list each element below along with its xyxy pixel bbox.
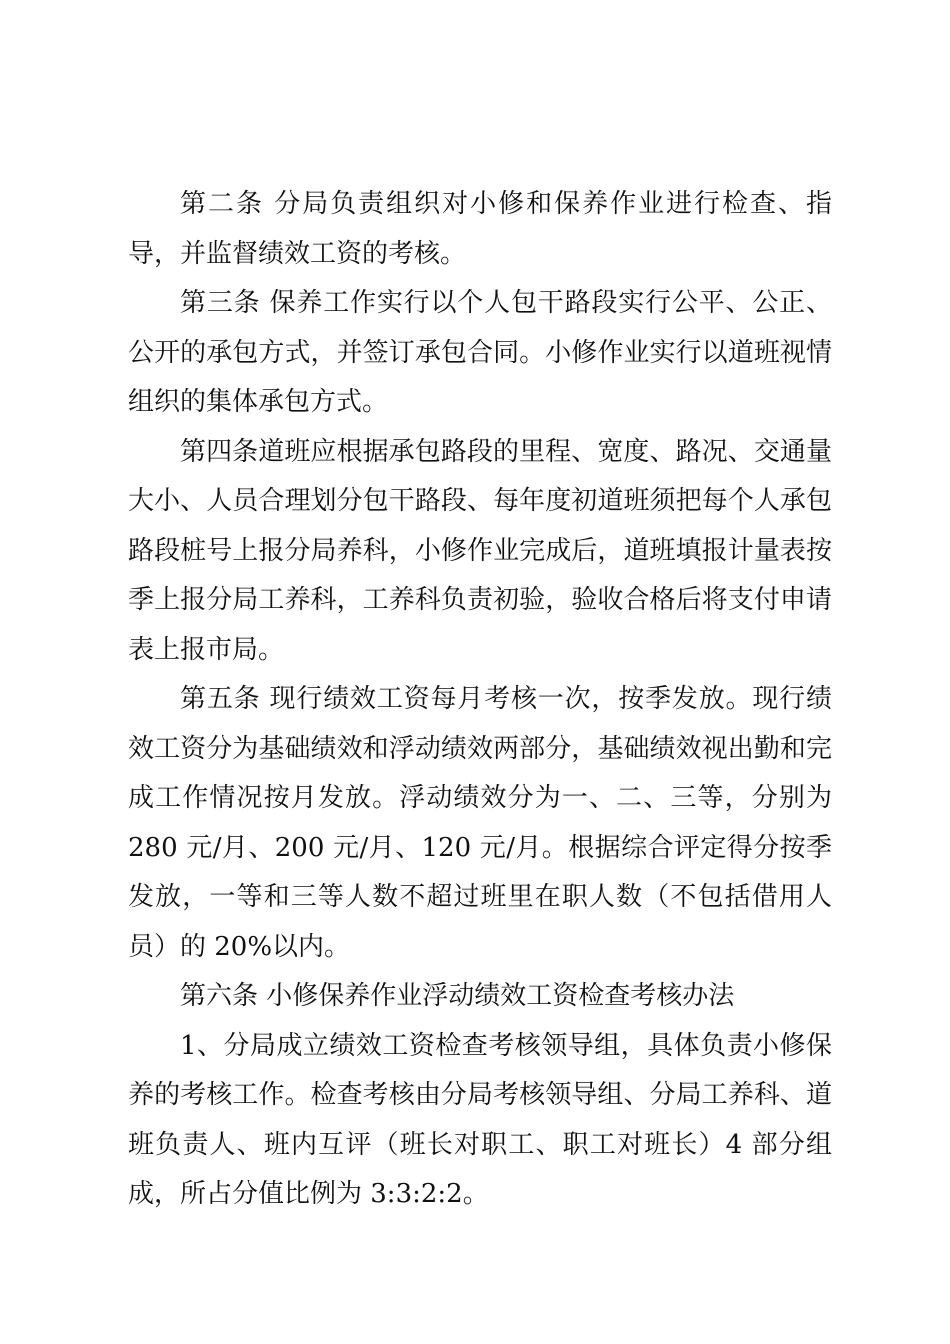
article-6-heading: 第六条 小修保养作业浮动绩效工资检查考核办法 [180,981,735,1011]
article-3-paragraph: 第三条 保养工作实行以个人包干路段实行公平、公正、公开的承包方式，并签订承包合同。小修作业实行以道班视情组织的集体承包方式。 [128,288,832,417]
document-body [128,180,832,1220]
article-6-item-1-paragraph: 1、分局成立绩效工资检查考核领导组，具体负责小修保养的考核工作。检查考核由分局考核领导组、分局工养科、道班负责人、班内互评（班长对职工、职工对班长）4 部分组成，所占分值比例为 3:3:2:2。 [128,1030,832,1209]
article-4-paragraph: 第四条道班应根据承包路段的里程、宽度、路况、交通量大小、人员合理划分包干路段、每年度初道班须把每个人承包路段桩号上报分局养科，小修作业完成后，道班填报计量表按季上报分局工养科，工养科负责初验，验收合格后将支付申请表上报市局。 [128,436,832,665]
article-2-paragraph: 第二条 分局负责组织对小修和保养作业进行检查、指导，并监督绩效工资的考核。 [128,189,832,269]
article-5-paragraph: 第五条 现行绩效工资每月考核一次，按季发放。现行绩效工资分为基础绩效和浮动绩效两部分，基础绩效视出勤和完成工作情况按月发放。浮动绩效分为一、二、三等，分别为 280 元/月、200 元/月、120 元/月。根据综合评定得分按季发放，一等和三等人数不超过班里在职人数（不包括借用人员）的 20%以内。 [128,684,832,962]
